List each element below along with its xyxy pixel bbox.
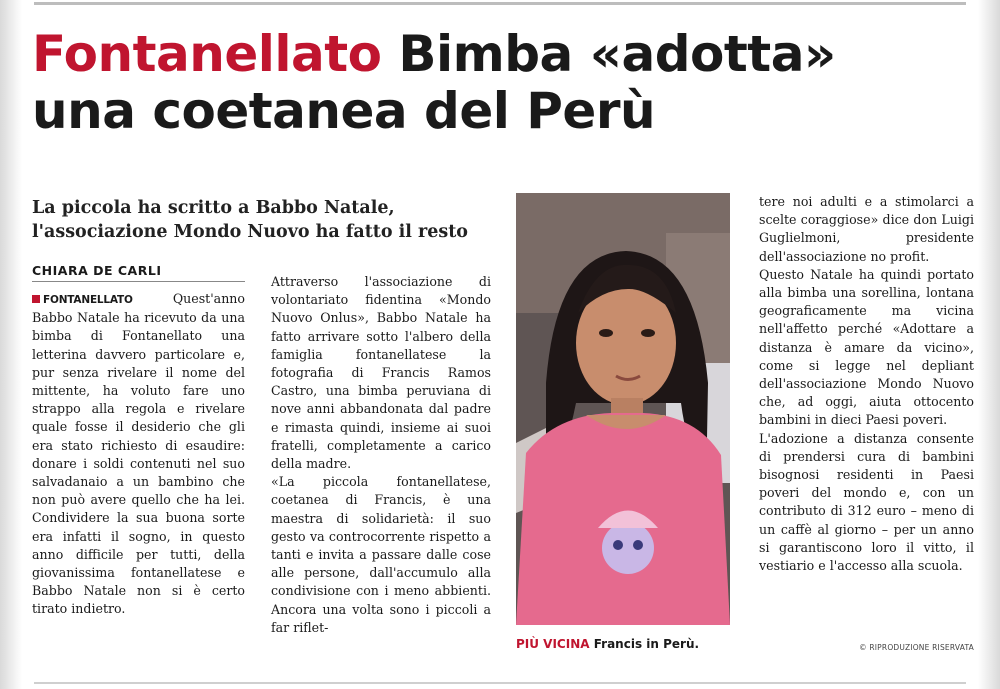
caption-text: Francis in Perù. bbox=[593, 637, 700, 651]
top-rule bbox=[34, 2, 966, 5]
bottom-rule bbox=[34, 682, 966, 684]
page-edge-right bbox=[978, 0, 1000, 689]
paragraph: L'adozione a distanza consente di prendersi cura di bambini bisognosi residenti in Paesi poveri del mondo e, con un contributo di 312 euro – meno di un caffè al giorno – per un anno si garantiscono loro il vitto, il vestiario e l'accesso alla scuola. bbox=[759, 430, 974, 574]
copyright-notice: © RIPRODUZIONE RISERVATA bbox=[859, 643, 974, 652]
paragraph: Questo Natale ha quindi portato alla bimba una sorellina, lontana geograficamente ma vicina nell'affetto perché «Adottare a distanza è amare da vicino», come si legge nel depliant dell'associazione Mondo Nuovo che, ad oggi, aiuta ottocento bambini in dieci Paesi poveri. bbox=[759, 266, 974, 428]
dateline-marker bbox=[32, 295, 40, 303]
paragraph bbox=[32, 290, 245, 619]
photo-caption bbox=[516, 637, 756, 651]
subheadline: La piccola ha scritto a Babbo Natale, l'associazione Mondo Nuovo ha fatto il resto bbox=[32, 198, 468, 242]
headline-place: Fontanellato bbox=[32, 25, 382, 83]
article-column-1 bbox=[32, 290, 245, 619]
column-1-text: Quest'anno Babbo Natale ha ricevuto da una bimba di Fontanellato una letterina davvero particolare e, pur senza rivelare il nome del mittente, ha voluto fare uno strappo alla regola e rivelare quale fosse il desiderio che gli era stato richiesto di esaudire: donare i soldi contenuti nel suo salvadanaio a un bambino che non può avere quello che ha lei. Condividere la sua buona sorte era infatti il sogno, in questo anno difficile per tutti, della giovanissima fontanellatese e Babbo Natale non si è certo tirato indietro. bbox=[32, 291, 245, 617]
byline: CHIARA DE CARLI bbox=[32, 263, 245, 282]
dateline: FONTANELLATO bbox=[43, 294, 133, 306]
girl-portrait-image bbox=[516, 193, 730, 625]
paragraph: «La piccola fontanellatese, coetanea di Francis, è una maestra di solidarietà: il suo gesto va controcorrente rispetto a tanti e invita a passare dalle cose alle persone, dall'accumulo alla condivisione con i meno abbienti. Ancora una volta sono i piccoli a far riflet- bbox=[271, 474, 491, 635]
article-column-3 bbox=[759, 193, 974, 575]
page-edge-left bbox=[0, 0, 22, 689]
paragraph: Attraverso l'associazione di volontariato fidentina «Mondo Nuovo Onlus», Babbo Natale ha fatto arrivare sotto l'albero della famiglia fontanellatese la fotografia di Francis Ramos Castro, una bimba peruviana di nove anni abbandonata dal padre e rimasta quindi, insieme ai suoi fratelli, completamente a carico della madre. bbox=[271, 274, 491, 472]
headline-line1: Bimba «adotta» bbox=[398, 25, 836, 83]
article-column-2 bbox=[271, 273, 491, 637]
headline-line2: una coetanea del Perù bbox=[32, 82, 656, 140]
article-photo bbox=[516, 193, 730, 625]
paragraph: tere noi adulti e a stimolarci a scelte coraggiose» dice don Luigi Guglielmoni, presidente dell'associazione no profit. bbox=[759, 194, 974, 264]
headline bbox=[32, 26, 836, 140]
caption-kicker: PIÙ VICINA bbox=[516, 637, 590, 651]
